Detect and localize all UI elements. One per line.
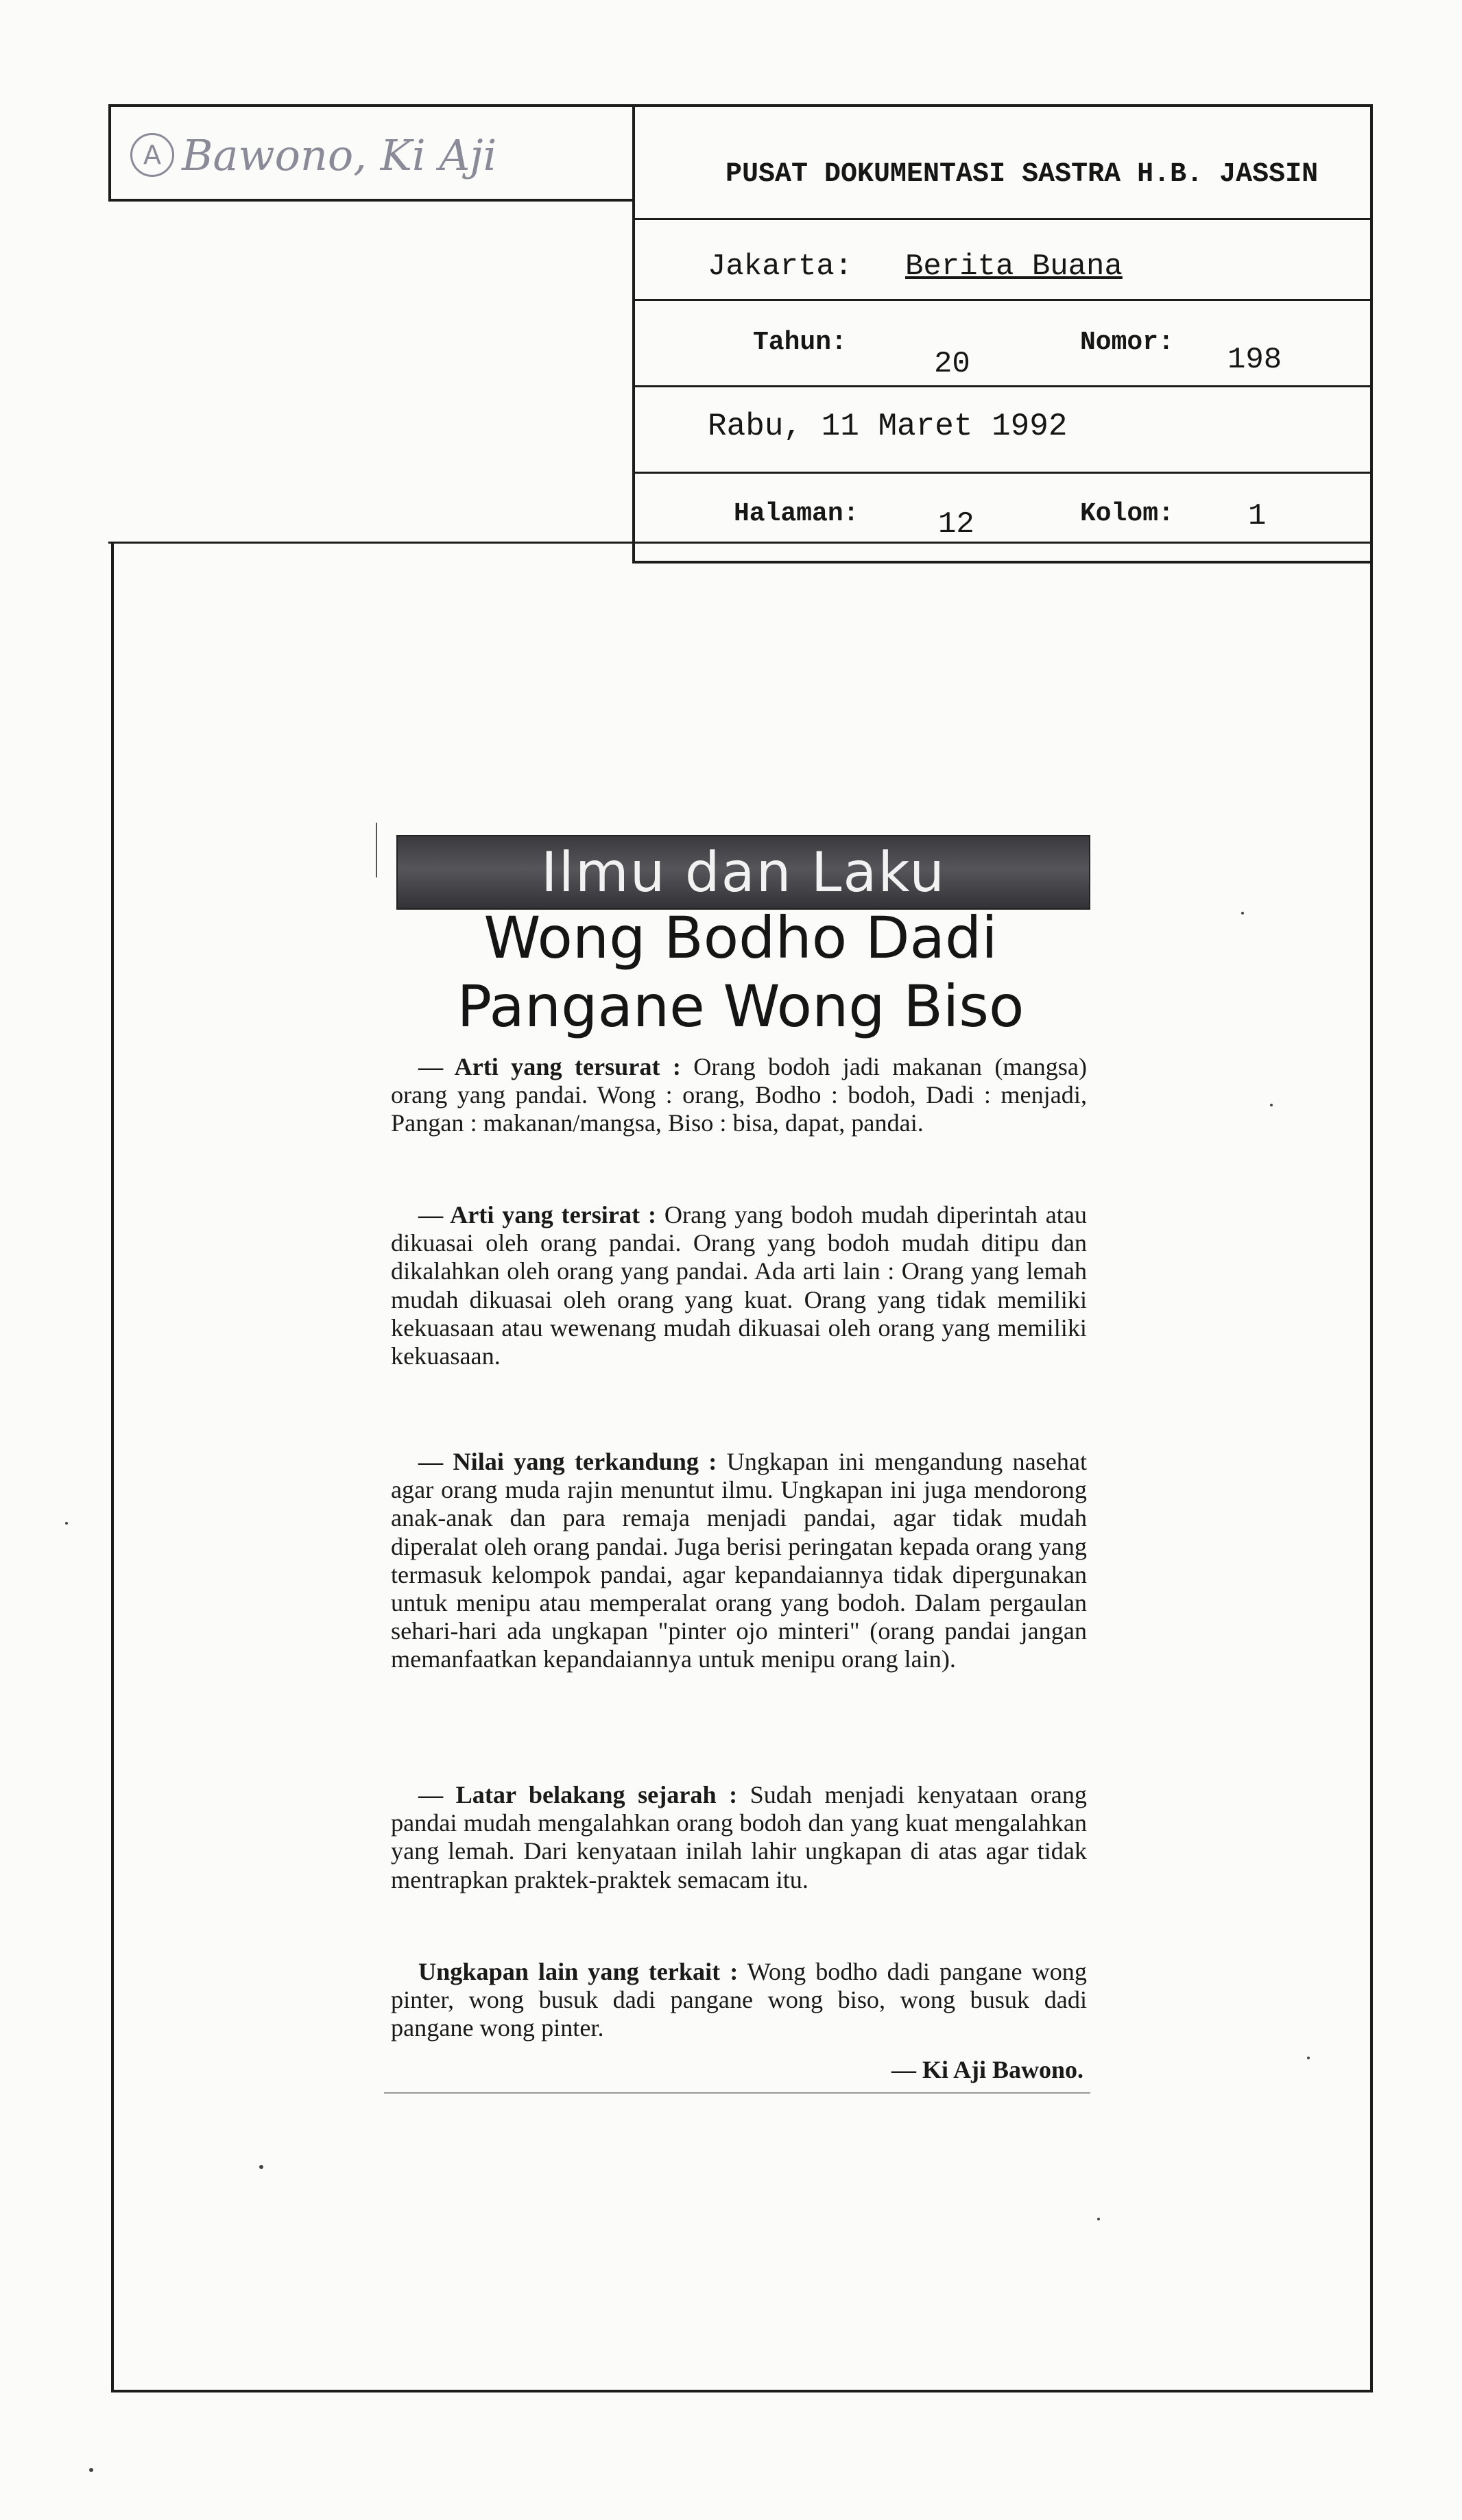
section-text: Wong bodho dadi pangane wong pinter, wong busuk dadi pangane wong biso, wong busuk dadi pangane wong pinter. (391, 1958, 1087, 2042)
section-arti-tersurat (391, 1053, 1087, 1138)
scan-speck (1307, 2057, 1310, 2059)
section-label: — Latar belakang sejarah : (418, 1781, 738, 1808)
number-label: Nomor: (1080, 328, 1174, 357)
scan-speck (259, 2165, 263, 2169)
section-nilai-terkandung (391, 1448, 1087, 1674)
header-left-edge (108, 104, 111, 202)
column-label: Kolom: (1080, 499, 1174, 529)
column-value: 1 (1248, 499, 1267, 533)
scan-speck (89, 2468, 93, 2472)
header-top-rule (108, 104, 1373, 107)
institution-name: PUSAT DOKUMENTASI SASTRA H.B. JASSIN (726, 159, 1319, 190)
headline-line-2: Pangane Wong Biso (457, 973, 1024, 1040)
row-rule-2 (632, 299, 1373, 301)
header-left-bottom-rule (108, 199, 635, 202)
header-divider (632, 104, 635, 562)
scan-speck (1241, 912, 1244, 914)
section-ungkapan-lain (391, 1958, 1087, 2043)
clipping-bottom-edge (384, 2092, 1090, 2094)
section-text: Sudah menjadi kenyataan orang pandai mudah mengalahkan orang bodoh dan yang kuat mengalahkan yang lemah. Dari kenyataan inilah lahir ungkapan di atas agar tidak mentrapkan praktek-praktek semacam itu. (391, 1781, 1088, 1893)
article-byline: — Ki Aji Bawono. (891, 2056, 1083, 2083)
headline-line-1: Wong Bodho Dadi (483, 904, 998, 971)
city-label: Jakarta: (708, 250, 853, 284)
clipping-left-edge (376, 823, 377, 877)
section-label: Ungkapan lain yang terkait : (418, 1958, 739, 1985)
section-text: Ungkapan ini mengandung nasehat agar orang muda rajin menuntut ilmu. Ungkapan ini juga mendorong anak-anak dan para remaja menjadi pandai, agar tidak mudah diperalat oleh orang pandai. Juga berisi peringatan kepada orang yang termasuk kelompok pandai, agar kepandaiannya tidak dipergunakan untuk menipu atau memperalat orang yang bodoh. Dalam pergaulan sehari-hari ada ungkapan "pinter ojo minteri" (orang pandai jangan memanfaatkan kepandaiannya untuk menipu orang lain). (391, 1448, 1087, 1673)
scan-speck (65, 1522, 68, 1525)
handwritten-author-note: Bawono, Ki Aji (182, 130, 497, 180)
handwritten-circle-mark: A (130, 133, 174, 177)
row-rule-4 (632, 472, 1373, 474)
rubric-title: Ilmu dan Laku (541, 840, 946, 904)
frame-bottom (111, 2390, 1373, 2392)
section-label: — Arti yang tersirat : (418, 1201, 656, 1228)
number-value: 198 (1227, 343, 1282, 377)
section-latar-belakang (391, 1781, 1087, 1894)
section-arti-tersirat (391, 1201, 1087, 1370)
publication-date: Rabu, 11 Maret 1992 (708, 409, 1068, 444)
section-text: Orang yang bodoh mudah diperintah atau dikuasai oleh orang pandai. Orang yang bodoh mudah ditipu dan dikalahkan oleh orang yang pandai. Ada arti lain : Orang yang lemah mudah dikuasai oleh orang yang kuat. Orang yang tidak memiliki kekuasaan atau wewenang mudah dikuasai oleh orang yang memiliki kekuasaan. (391, 1201, 1088, 1370)
row-rule-5 (632, 561, 1373, 564)
publication-name: Berita Buana (905, 250, 1123, 284)
scan-speck (1270, 1104, 1273, 1106)
header-right-edge (1370, 104, 1373, 562)
frame-top (108, 542, 1373, 544)
scan-speck (1097, 2218, 1100, 2220)
section-label: — Nilai yang terkandung : (418, 1448, 717, 1475)
rubric-banner (396, 835, 1090, 910)
row-rule-1 (632, 218, 1373, 220)
section-text: Orang bodoh jadi makanan (mangsa) orang yang pandai. Wong : orang, Bodho : bodoh, Dadi : menjadi, Pangan : makanan/mangsa, Biso : bisa, dapat, pandai. (391, 1053, 1087, 1137)
row-rule-3 (632, 385, 1373, 387)
frame-left (111, 542, 114, 2392)
section-label: — Arti yang tersurat : (418, 1053, 681, 1080)
page-label: Halaman: (734, 499, 859, 529)
year-label: Tahun: (753, 328, 847, 357)
year-value: 20 (934, 347, 970, 381)
page-value: 12 (938, 507, 974, 542)
frame-right (1370, 542, 1373, 2392)
